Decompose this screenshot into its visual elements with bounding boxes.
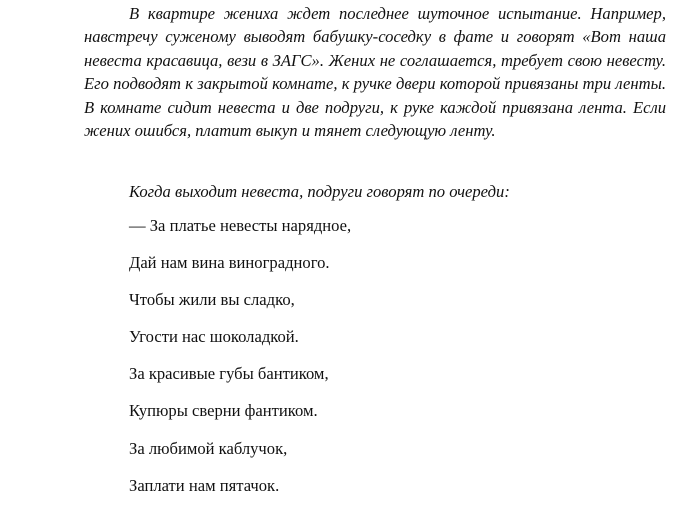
verse-list (129, 216, 351, 513)
intro-line: Когда выходит невеста, подруги говорят по очереди: (129, 182, 510, 201)
verse-line: Дай нам вина виноградного. (129, 253, 330, 273)
verse-line: Купюры сверни фантиком. (129, 401, 318, 421)
verse-line: За любимой каблучок, (129, 438, 288, 458)
verse-line: Угости нас шоколадкой. (129, 327, 299, 347)
verse-line: Чтобы жили вы сладко, (129, 290, 295, 310)
verse-line: За красивые губы бантиком, (129, 364, 329, 384)
verse-line: — За платье невесты нарядное, (129, 216, 352, 235)
italic-paragraph: В квартире жениха ждет последнее шуточное испытание. Например, навстречу суженому выводят бабушку-соседку в фате и говорят «Вот наша невеста красавица, вези в ЗАГС». Жених не соглашается, требует свою невесту. Его подводят к закрытой комнате, к ручке двери которой привязаны три ленты. В комнате сидит невеста и две подруги, к руке каждой привязана лента. Если жених ошибся, платит выкуп и тянет следующую ленту. (84, 4, 666, 141)
verse-line: Заплати нам пятачок. (129, 475, 280, 495)
